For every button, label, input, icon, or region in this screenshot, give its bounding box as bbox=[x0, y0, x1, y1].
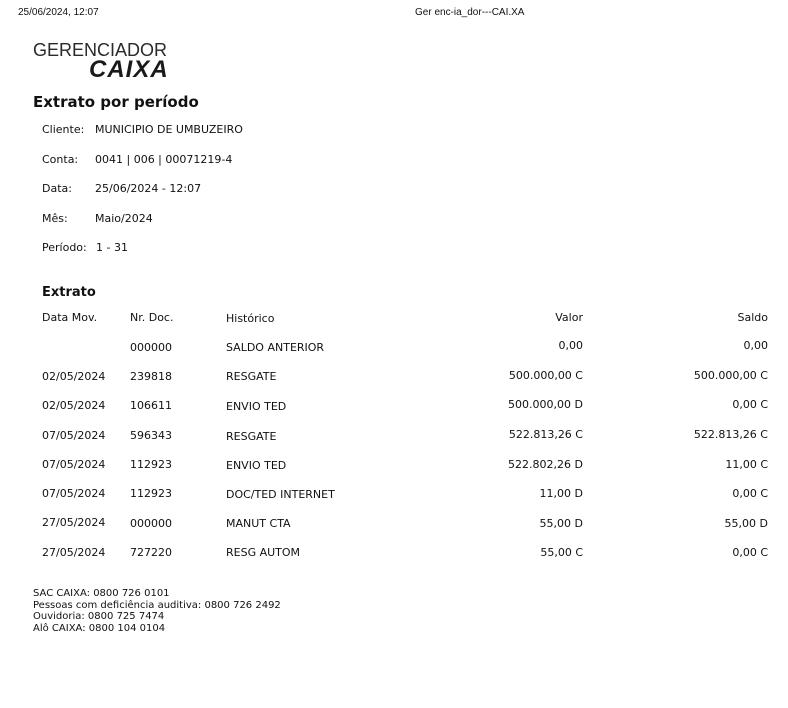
row-doc: 727220 bbox=[130, 546, 172, 559]
header-history: Histórico bbox=[226, 312, 275, 325]
row-date: 27/05/2024 bbox=[42, 546, 106, 559]
row-date: 27/05/2024 bbox=[42, 516, 106, 529]
row-balance: 500.000,00 C bbox=[693, 369, 768, 382]
row-date: 07/05/2024 bbox=[42, 487, 106, 500]
row-history: SALDO ANTERIOR bbox=[226, 341, 325, 354]
logo-text-caixa: CAIXA bbox=[89, 56, 169, 83]
header-doc: Nr. Doc. bbox=[130, 311, 174, 324]
row-doc: 239818 bbox=[130, 370, 172, 383]
row-doc: 112923 bbox=[130, 458, 172, 471]
account-value: 0041 | 006 | 00071219-4 bbox=[95, 153, 233, 166]
row-doc: 596343 bbox=[130, 429, 172, 442]
row-value: 0,00 bbox=[558, 339, 583, 352]
row-value: 500.000,00 C bbox=[508, 369, 583, 382]
row-date: 02/05/2024 bbox=[42, 399, 106, 412]
footer-accessibility: Pessoas com deficiência auditiva: 0800 726 2492 bbox=[33, 599, 281, 611]
row-balance: 11,00 C bbox=[725, 458, 768, 471]
client-value: MUNICIPIO DE UMBUZEIRO bbox=[95, 123, 243, 136]
row-balance: 0,00 C bbox=[732, 487, 768, 500]
header-date: Data Mov. bbox=[42, 311, 98, 324]
row-balance: 522.813,26 C bbox=[693, 428, 768, 441]
row-balance: 0,00 C bbox=[732, 546, 768, 559]
footer-ombudsman: Ouvidoria: 0800 725 7474 bbox=[33, 611, 165, 622]
row-doc: 000000 bbox=[130, 517, 172, 530]
date-value: 25/06/2024 - 12:07 bbox=[95, 182, 202, 195]
row-doc: 106611 bbox=[130, 399, 172, 412]
page-title: Extrato por período bbox=[33, 93, 199, 111]
date-label: Data: bbox=[42, 182, 72, 195]
row-history: ENVIO TED bbox=[226, 400, 287, 413]
row-history: DOC/TED INTERNET bbox=[226, 488, 335, 501]
row-value: 55,00 C bbox=[540, 546, 583, 559]
row-balance: 0,00 C bbox=[732, 398, 768, 411]
period-value: 1 - 31 bbox=[96, 241, 128, 254]
row-balance: 0,00 bbox=[743, 339, 768, 352]
footer-contacts bbox=[33, 588, 281, 634]
logo-text-gerenciador: GERENCIADOR bbox=[33, 40, 168, 60]
month-value: Maio/2024 bbox=[95, 212, 153, 225]
footer-sac: SAC CAIXA: 0800 726 0101 bbox=[33, 588, 170, 599]
row-value: 522.802,26 D bbox=[508, 458, 583, 471]
header-value: Valor bbox=[555, 311, 583, 324]
row-value: 500.000,00 D bbox=[508, 398, 583, 411]
statement-title: Extrato bbox=[42, 285, 96, 300]
footer-alo-caixa: Alô CAIXA: 0800 104 0104 bbox=[33, 622, 166, 634]
row-history: RESGATE bbox=[226, 370, 277, 383]
client-label: Cliente: bbox=[42, 123, 85, 136]
row-date: 02/05/2024 bbox=[42, 370, 106, 383]
row-value: 55,00 D bbox=[539, 517, 583, 530]
account-label: Conta: bbox=[42, 153, 79, 166]
row-date: 07/05/2024 bbox=[42, 458, 106, 471]
row-balance: 55,00 D bbox=[724, 517, 768, 530]
print-timestamp: 25/06/2024, 12:07 bbox=[18, 7, 99, 18]
row-history: RESGATE bbox=[226, 430, 277, 443]
row-history: ENVIO TED bbox=[226, 459, 287, 472]
row-doc: 112923 bbox=[130, 487, 172, 500]
period-label: Período: bbox=[42, 241, 87, 254]
row-value: 11,00 D bbox=[539, 487, 583, 500]
row-value: 522.813,26 C bbox=[508, 428, 583, 441]
row-history: RESG AUTOM bbox=[226, 546, 301, 559]
row-history: MANUT CTA bbox=[226, 517, 291, 530]
row-doc: 000000 bbox=[130, 341, 172, 354]
print-page-title: Ger enc-ia_dor---CAI.XA bbox=[415, 7, 525, 18]
header-balance: Saldo bbox=[737, 311, 768, 324]
month-label: Mês: bbox=[42, 212, 68, 225]
row-date: 07/05/2024 bbox=[42, 429, 106, 442]
